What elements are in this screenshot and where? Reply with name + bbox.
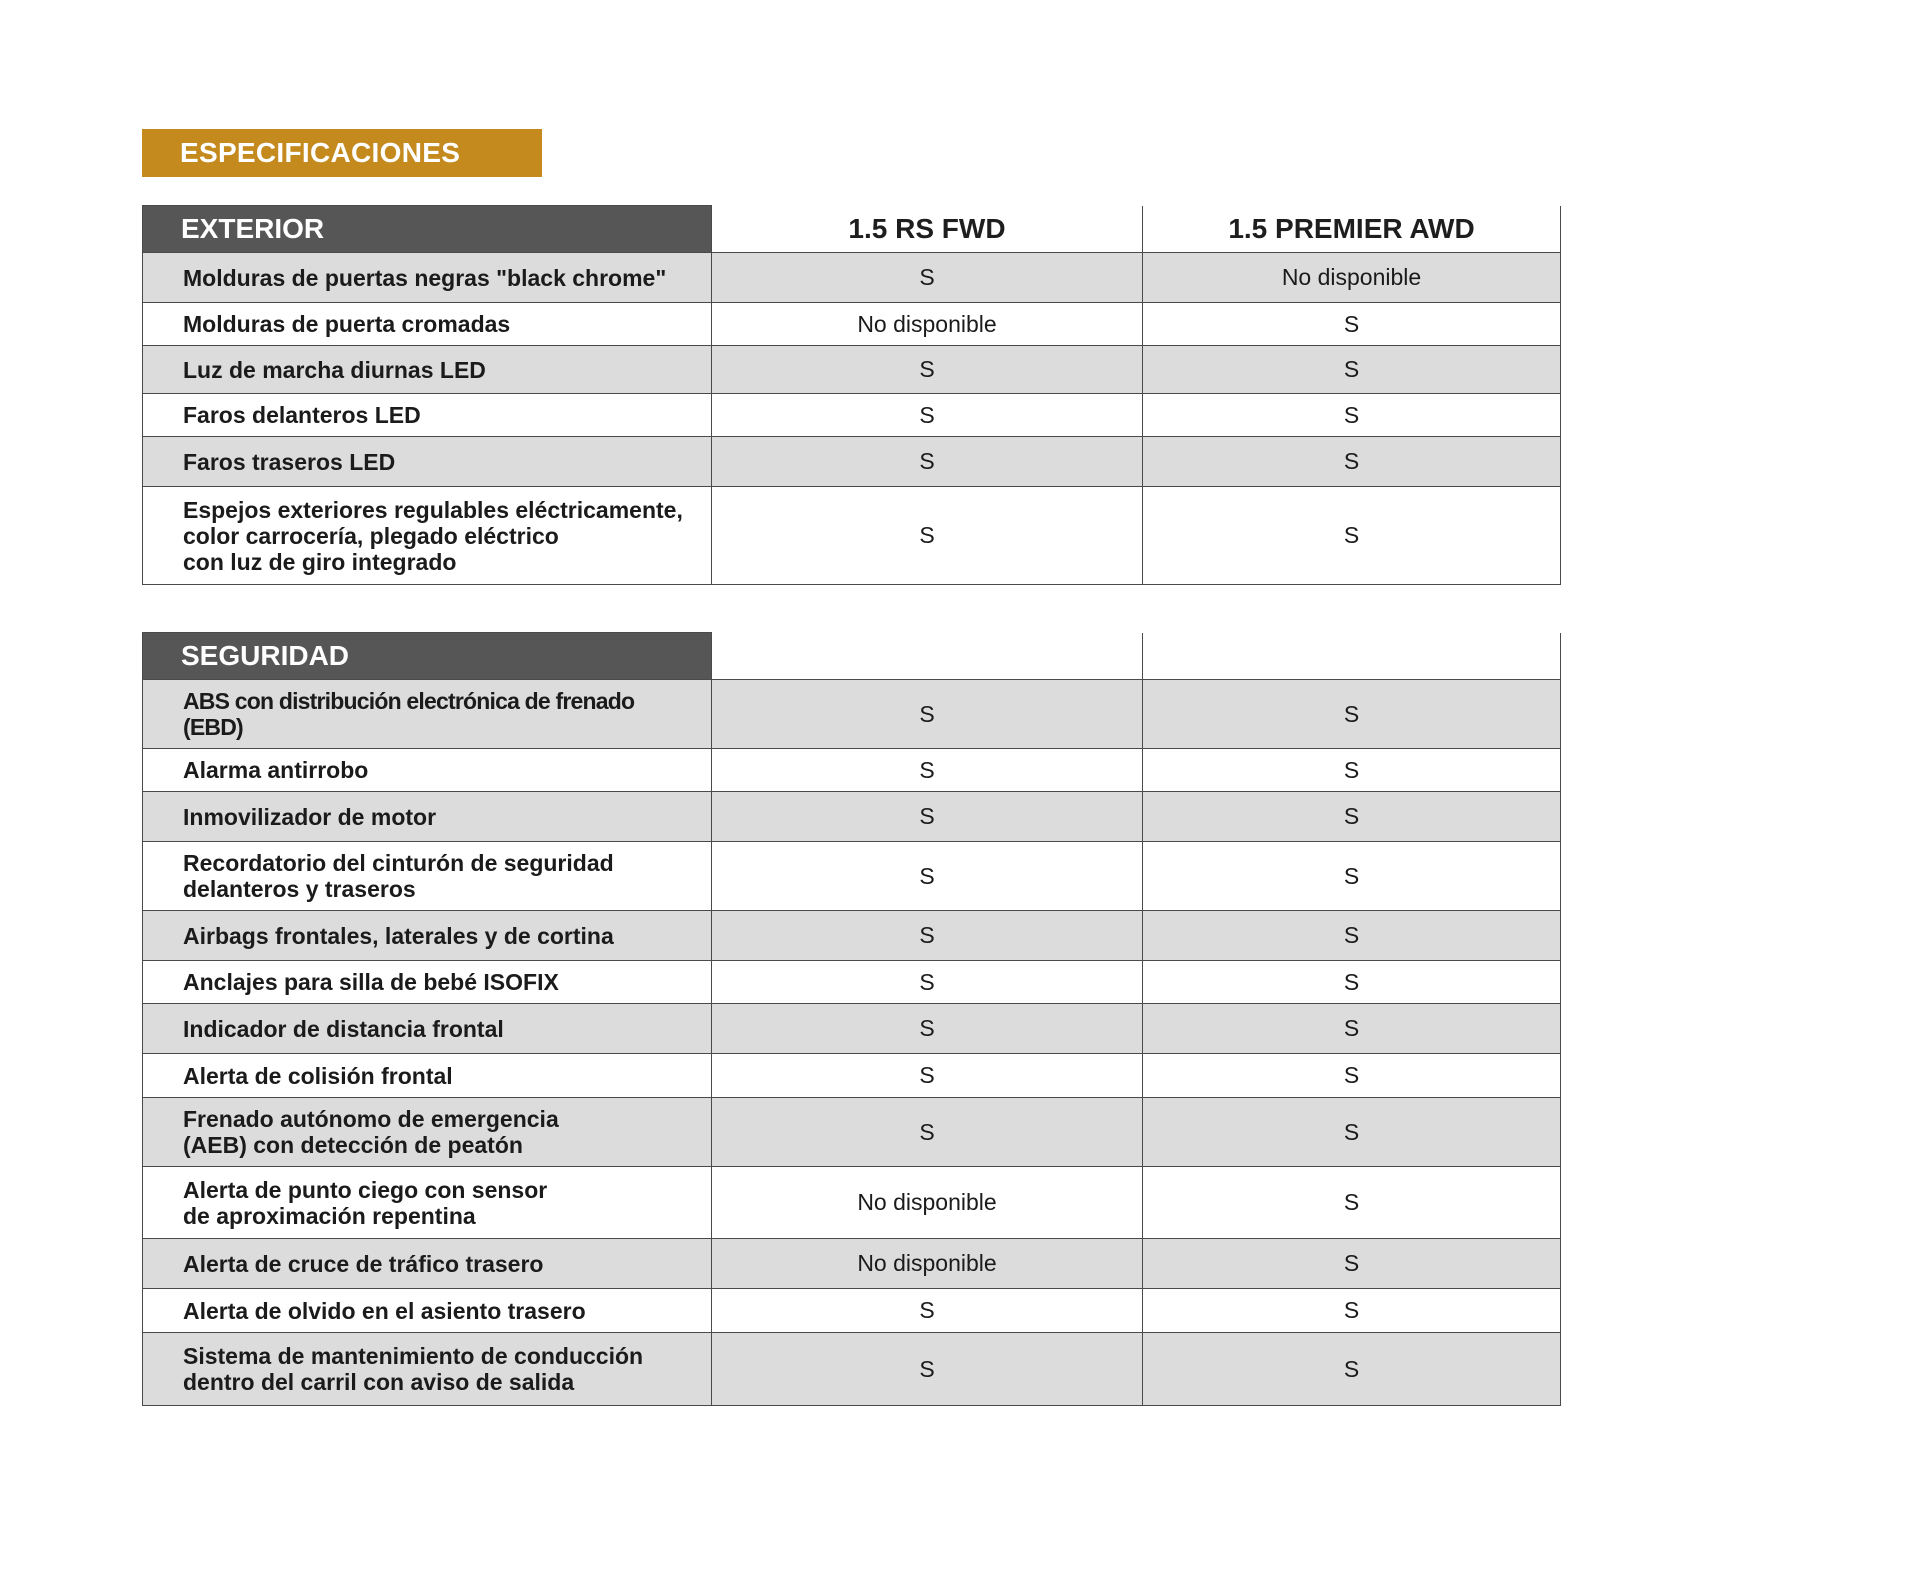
exterior-header-row [143, 206, 1561, 253]
feature-label: Anclajes para silla de bebé ISOFIX [143, 961, 712, 1004]
table-row [143, 1098, 1561, 1167]
premier-value: S [1143, 1004, 1561, 1054]
feature-label: Luz de marcha diurnas LED [143, 346, 712, 394]
table-row [143, 911, 1561, 961]
table-row [143, 303, 1561, 346]
feature-label: Inmovilizador de motor [143, 792, 712, 842]
rs-value: S [712, 749, 1143, 792]
premier-value: S [1143, 394, 1561, 437]
seguridad-header-row [143, 633, 1561, 680]
premier-value: S [1143, 792, 1561, 842]
feature-label: Molduras de puertas negras "black chrome" [143, 253, 712, 303]
table-row [143, 253, 1561, 303]
premier-value: S [1143, 1239, 1561, 1289]
rs-value: S [712, 487, 1143, 585]
premier-value: S [1143, 961, 1561, 1004]
premier-value: S [1143, 303, 1561, 346]
rs-value: No disponible [712, 303, 1143, 346]
premier-value: S [1143, 1098, 1561, 1167]
table-row [143, 346, 1561, 394]
feature-label: Alerta de punto ciego con sensor de aproximación repentina [143, 1167, 712, 1239]
rs-value: S [712, 911, 1143, 961]
premier-value: S [1143, 842, 1561, 911]
rs-value: S [712, 961, 1143, 1004]
column-header-empty [712, 633, 1143, 680]
feature-label: Espejos exteriores regulables eléctricamente, color carrocería, plegado eléctrico con luz de giro integrado [143, 487, 712, 585]
feature-label: Faros traseros LED [143, 437, 712, 487]
premier-value: S [1143, 437, 1561, 487]
premier-value: S [1143, 680, 1561, 749]
premier-value: S [1143, 1167, 1561, 1239]
table-row [143, 1004, 1561, 1054]
feature-label: Recordatorio del cinturón de seguridad delanteros y traseros [143, 842, 712, 911]
seguridad-table [142, 632, 1561, 1406]
premier-value: S [1143, 1289, 1561, 1333]
feature-label: Molduras de puerta cromadas [143, 303, 712, 346]
premier-value: S [1143, 749, 1561, 792]
section-banner: ESPECIFICACIONES [142, 129, 542, 177]
feature-label: Alerta de cruce de tráfico trasero [143, 1239, 712, 1289]
table-row [143, 680, 1561, 749]
rs-value: S [712, 680, 1143, 749]
rs-value: No disponible [712, 1239, 1143, 1289]
table-row [143, 394, 1561, 437]
rs-value: S [712, 1004, 1143, 1054]
table-row [143, 1167, 1561, 1239]
rs-value: S [712, 842, 1143, 911]
table-row [143, 1054, 1561, 1098]
feature-label: Alarma antirrobo [143, 749, 712, 792]
table-row [143, 1289, 1561, 1333]
table-row [143, 487, 1561, 585]
rs-value: S [712, 792, 1143, 842]
feature-label: Airbags frontales, laterales y de cortina [143, 911, 712, 961]
seguridad-title: SEGURIDAD [143, 633, 712, 680]
rs-value: S [712, 437, 1143, 487]
feature-label: Sistema de mantenimiento de conducción dentro del carril con aviso de salida [143, 1333, 712, 1406]
rs-value: S [712, 253, 1143, 303]
feature-label: Faros delanteros LED [143, 394, 712, 437]
column-header-empty [1143, 633, 1561, 680]
premier-value: S [1143, 911, 1561, 961]
rs-value: S [712, 394, 1143, 437]
exterior-table [142, 205, 1561, 585]
premier-value: No disponible [1143, 253, 1561, 303]
column-header-premier: 1.5 PREMIER AWD [1143, 206, 1561, 253]
rs-value: S [712, 1054, 1143, 1098]
table-row [143, 842, 1561, 911]
feature-label: Alerta de colisión frontal [143, 1054, 712, 1098]
table-row [143, 437, 1561, 487]
feature-label: Frenado autónomo de emergencia (AEB) con detección de peatón [143, 1098, 712, 1167]
table-row [143, 1333, 1561, 1406]
table-row [143, 749, 1561, 792]
feature-label: ABS con distribución electrónica de frenado (EBD) [143, 680, 712, 749]
rs-value: No disponible [712, 1167, 1143, 1239]
table-row [143, 961, 1561, 1004]
rs-value: S [712, 1098, 1143, 1167]
premier-value: S [1143, 487, 1561, 585]
feature-label: Indicador de distancia frontal [143, 1004, 712, 1054]
premier-value: S [1143, 1054, 1561, 1098]
column-header-rs: 1.5 RS FWD [712, 206, 1143, 253]
table-row [143, 792, 1561, 842]
exterior-title: EXTERIOR [143, 206, 712, 253]
premier-value: S [1143, 1333, 1561, 1406]
table-row [143, 1239, 1561, 1289]
premier-value: S [1143, 346, 1561, 394]
rs-value: S [712, 346, 1143, 394]
rs-value: S [712, 1333, 1143, 1406]
rs-value: S [712, 1289, 1143, 1333]
feature-label: Alerta de olvido en el asiento trasero [143, 1289, 712, 1333]
